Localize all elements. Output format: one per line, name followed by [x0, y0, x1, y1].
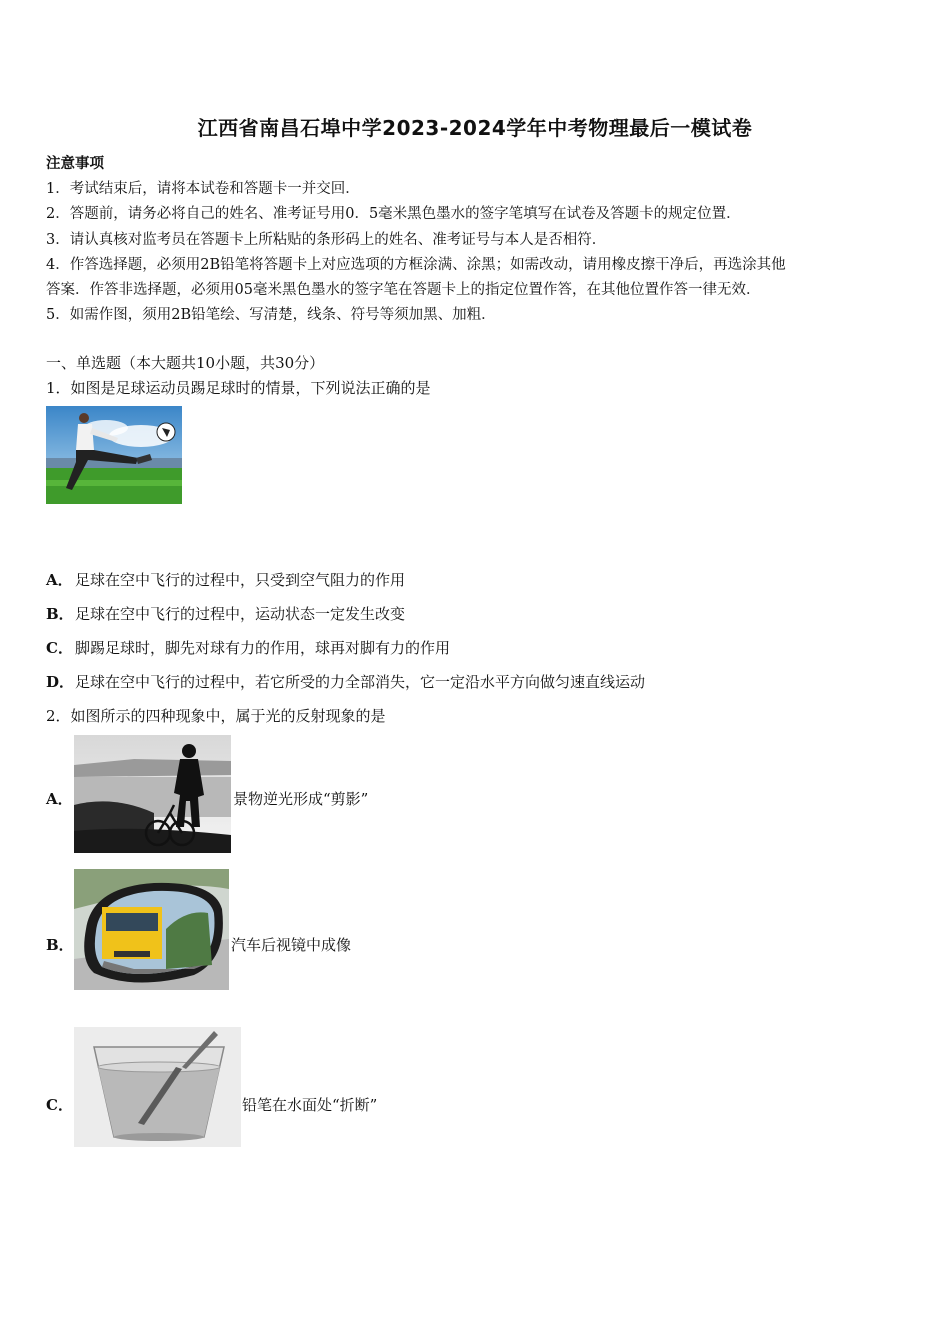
- option-label: A．: [46, 571, 73, 589]
- question-1-stem: 1．如图是足球运动员踢足球时的情景，下列说法正确的是: [46, 379, 431, 397]
- notice-item: 4．作答选择题，必须用2B铅笔将答题卡上对应选项的方框涂满、涂黑；如需改动，请用橡皮擦干净后，再选涂其他: [46, 257, 786, 273]
- notice-heading: 注意事项: [46, 155, 104, 172]
- silhouette-image: [74, 735, 231, 853]
- option-text: 足球在空中飞行的过程中，若它所受的力全部消失，它一定沿水平方向做匀速直线运动: [75, 673, 646, 691]
- option-label: A．: [46, 790, 73, 808]
- option-label: C．: [46, 639, 73, 657]
- notice-item: 1．考试结束后，请将本试卷和答题卡一并交回．: [46, 181, 360, 197]
- option-label: B．: [46, 605, 74, 623]
- option-text: 脚踢足球时，脚先对球有力的作用，球再对脚有力的作用: [75, 639, 451, 657]
- page-title: 江西省南昌石埠中学2023-2024学年中考物理最后一模试卷: [197, 116, 753, 140]
- option-text: 足球在空中飞行的过程中，运动状态一定发生改变: [75, 605, 406, 623]
- option-label: B．: [46, 936, 74, 954]
- pencil-in-water-image: [74, 1027, 241, 1147]
- notice-item: 3．请认真核对监考员在答题卡上所粘贴的条形码上的姓名、准考证号与本人是否相符．: [46, 232, 607, 248]
- notice-item: 5．如需作图，须用2B铅笔绘、写清楚，线条、符号等须加黑、加粗．: [46, 307, 496, 323]
- question-2-stem: 2．如图所示的四种现象中，属于光的反射现象的是: [46, 707, 386, 725]
- option-label: D．: [46, 673, 75, 691]
- option-text: 足球在空中飞行的过程中，只受到空气阻力的作用: [75, 571, 406, 589]
- section-heading: 一、单选题（本大题共10小题，共30分）: [46, 354, 325, 372]
- option-text: 汽车后视镜中成像: [231, 936, 352, 954]
- notice-item: 答案．作答非选择题，必须用05毫米黑色墨水的签字笔在答题卡上的指定位置作答，在其他位置作答一律无效．: [46, 282, 761, 298]
- option-text: 景物逆光形成“剪影”: [233, 790, 369, 808]
- car-mirror-image: [74, 869, 229, 990]
- option-label: C．: [46, 1096, 73, 1114]
- notice-item: 2．答题前，请务必将自己的姓名、准考证号用0．5毫米黑色墨水的签字笔填写在试卷及答题卡的规定位置．: [46, 206, 741, 222]
- soccer-kick-image: [46, 406, 182, 504]
- option-text: 铅笔在水面处“折断”: [242, 1096, 378, 1114]
